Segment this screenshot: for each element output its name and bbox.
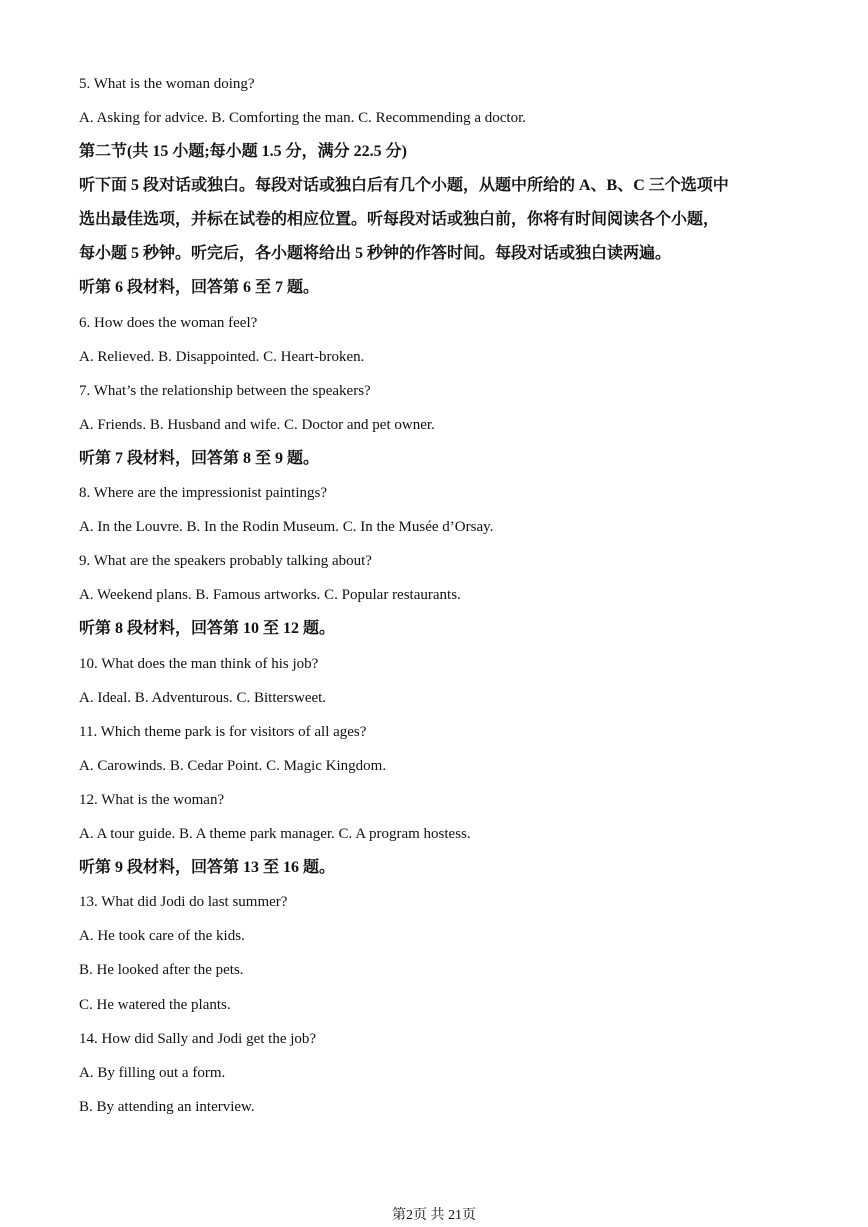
options-7: A. Friends. B. Husband and wife. C. Doctor and pet owner. bbox=[79, 417, 435, 433]
question-14: 14. How did Sally and Jodi get the job? bbox=[79, 1031, 317, 1047]
option-14-a: A. By filling out a form. bbox=[79, 1065, 226, 1081]
instructions-line-1: 听下面 5 段对话或独白。每段对话或独白后有几个小题，从题中所给的 A、B、C 三个选项中 bbox=[79, 177, 729, 194]
option-13-c: C. He watered the plants. bbox=[79, 997, 231, 1013]
options-6: A. Relieved. B. Disappointed. C. Heart-broken. bbox=[79, 349, 365, 365]
option-13-a: A. He took care of the kids. bbox=[79, 928, 245, 944]
question-6: 6. How does the woman feel? bbox=[79, 315, 258, 331]
options-8: A. In the Louvre. B. In the Rodin Museum. C. In the Musée d’Orsay. bbox=[79, 519, 494, 535]
passage-6-heading: 听第 6 段材料，回答第 6 至 7 题。 bbox=[79, 279, 320, 296]
instructions-line-3: 每小题 5 秒钟。听完后，各小题将给出 5 秒钟的作答时间。每段对话或独白读两遍。 bbox=[79, 245, 672, 262]
option-13-b: B. He looked after the pets. bbox=[79, 962, 244, 978]
options-12: A. A tour guide. B. A theme park manager. C. A program hostess. bbox=[79, 826, 471, 842]
question-11: 11. Which theme park is for visitors of all ages? bbox=[79, 724, 367, 740]
options-11: A. Carowinds. B. Cedar Point. C. Magic Kingdom. bbox=[79, 758, 387, 774]
options-10: A. Ideal. B. Adventurous. C. Bittersweet. bbox=[79, 690, 327, 706]
question-9: 9. What are the speakers probably talking about? bbox=[79, 553, 372, 569]
question-10: 10. What does the man think of his job? bbox=[79, 656, 319, 672]
question-7: 7. What’s the relationship between the speakers? bbox=[79, 383, 371, 399]
instructions-line-2: 选出最佳选项，并标在试卷的相应位置。听每段对话或独白前，你将有时间阅读各个小题， bbox=[79, 211, 720, 228]
passage-9-heading: 听第 9 段材料，回答第 13 至 16 题。 bbox=[79, 859, 336, 876]
passage-8-heading: 听第 8 段材料，回答第 10 至 12 题。 bbox=[79, 620, 336, 637]
question-13: 13. What did Jodi do last summer? bbox=[79, 894, 288, 910]
option-14-b: B. By attending an interview. bbox=[79, 1099, 255, 1115]
page-footer: 第2页 共 21页 bbox=[392, 1208, 476, 1223]
section-heading: 第二节(共 15 小题;每小题 1.5 分，满分 22.5 分) bbox=[79, 143, 407, 160]
passage-7-heading: 听第 7 段材料，回答第 8 至 9 题。 bbox=[79, 450, 320, 467]
question-8: 8. Where are the impressionist paintings? bbox=[79, 485, 327, 501]
options-9: A. Weekend plans. B. Famous artworks. C. Popular restaurants. bbox=[79, 587, 461, 603]
question-12: 12. What is the woman? bbox=[79, 792, 225, 808]
question-5: 5. What is the woman doing? bbox=[79, 76, 255, 92]
options-5: A. Asking for advice. B. Comforting the man. C. Recommending a doctor. bbox=[79, 110, 527, 126]
